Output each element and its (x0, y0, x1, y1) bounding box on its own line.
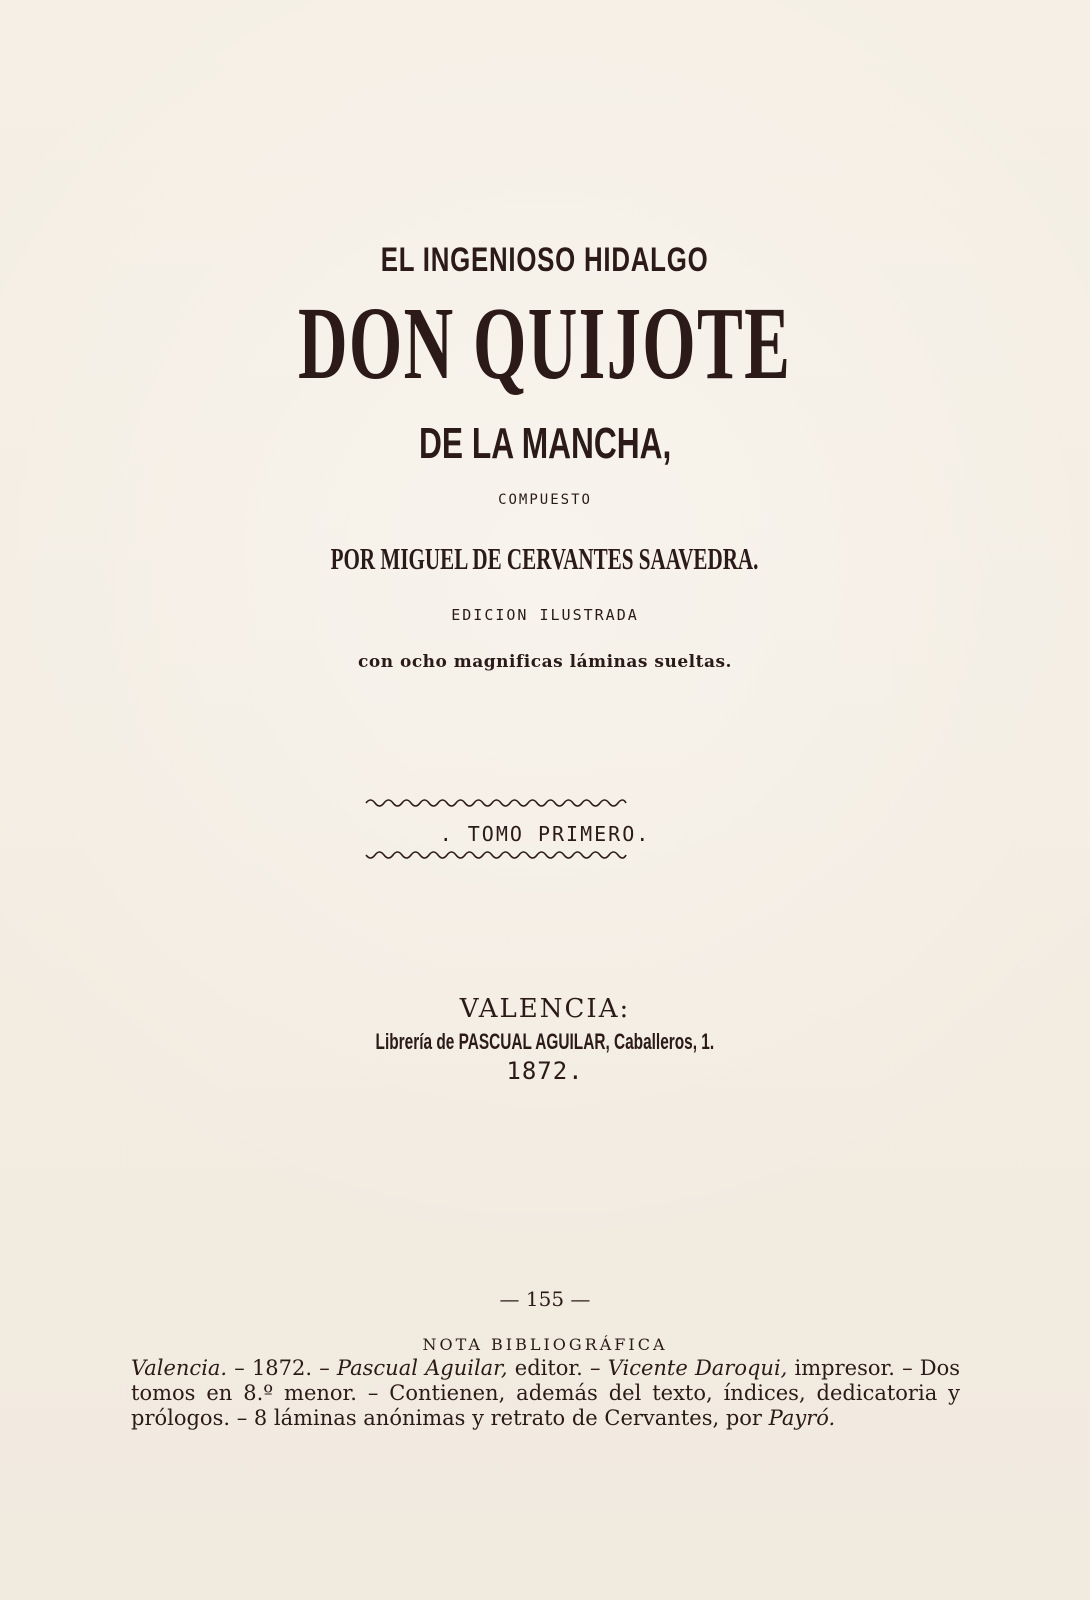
decorative-rule-bottom (365, 851, 627, 861)
volume-text: . TOMO PRIMERO. (439, 822, 651, 846)
edition-line (0, 606, 1090, 624)
publisher-text: Librería de PASCUAL AGUILAR, Caballeros, 1. (375, 1029, 715, 1054)
note-editor-role: editor. – (507, 1356, 608, 1380)
note-heading-text: NOTA BIBLIOGRÁFICA (422, 1335, 668, 1354)
main-title-text: DON QUIJOTE (298, 286, 792, 401)
year-line (0, 1057, 1090, 1085)
publisher-line (0, 1029, 1090, 1055)
title-subtitle-text: EL INGENIOSO HIDALGO (381, 241, 709, 279)
main-title (0, 286, 1090, 401)
note-description: impresor. – Dos tomos en 8.º menor. – Contienen, además del texto, índices, dedicatoria y prólogos. – 8 láminas anónimas y retrato de Cervantes, por (131, 1356, 960, 1431)
author-text: POR MIGUEL DE CERVANTES SAAVEDRA. (331, 541, 759, 576)
note-printer-name: Vicente Daroqui, (607, 1356, 788, 1380)
composed-label (0, 492, 1090, 508)
volume-line (0, 822, 1090, 846)
title-subtitle (0, 240, 1090, 280)
note-editor-name: Pascual Aguilar, (336, 1356, 508, 1380)
title-place-text: DE LA MANCHA, (418, 419, 672, 468)
note-artist-name: Payró. (768, 1406, 836, 1431)
edition-text: EDICION ILUSTRADA (451, 606, 639, 624)
note-city: Valencia. (131, 1356, 228, 1380)
note-year: – 1872. – (227, 1356, 337, 1380)
composed-label-text: COMPUESTO (498, 492, 592, 508)
title-place (0, 418, 1090, 469)
decorative-rule-top (365, 797, 627, 807)
city-line (0, 994, 1090, 1024)
illustrations-text: con ocho magnificas láminas sueltas. (358, 652, 732, 672)
bibliographic-note (131, 1356, 960, 1432)
illustrations-line (0, 652, 1090, 672)
page-number (0, 1287, 1090, 1311)
author-line (0, 541, 1090, 577)
page-number-text: — 155 — (499, 1287, 591, 1311)
year-text: 1872. (506, 1057, 584, 1085)
city-text: VALENCIA: (459, 994, 631, 1024)
note-heading (0, 1335, 1090, 1354)
